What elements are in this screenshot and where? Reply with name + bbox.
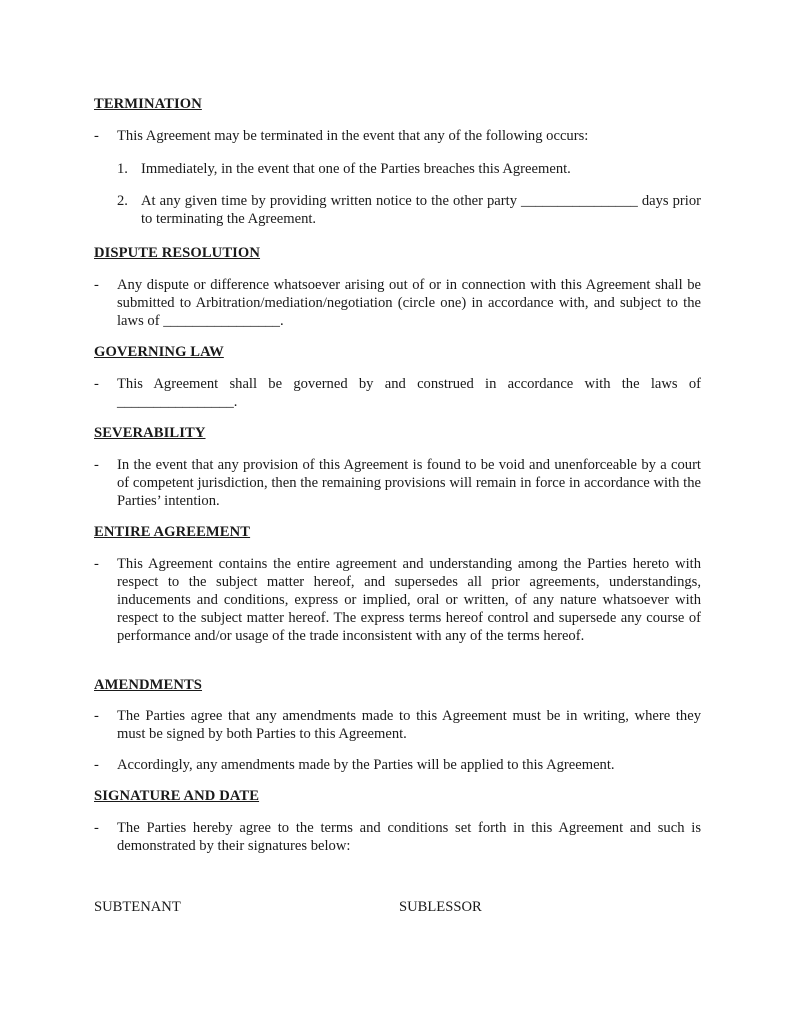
heading-entire-agreement: ENTIRE AGREEMENT [94,524,251,540]
amendments-bullet-text: Accordingly, any amendments made by the Parties will be applied to this Agreement. [117,757,615,773]
dispute-bullet-text: Any dispute or difference whatsoever arising out of or in connection with this Agreement shall be submitted to Arbitration/mediation/negotiation (circle one) in accordance with, and subject to the laws of ________________. [117,277,701,329]
bullet-dash: - [94,457,99,473]
amendments-bullet-2 [94,756,701,774]
heading-termination: TERMINATION [94,96,202,112]
bullet-dash: - [94,708,99,724]
termination-item-2 [117,192,701,228]
termination-bullet-text: This Agreement may be terminated in the event that any of the following occurs: [117,128,589,144]
entire-bullet [94,555,701,645]
bullet-dash: - [94,128,99,144]
heading-signature-and-date: SIGNATURE AND DATE [94,788,260,804]
heading-dispute-resolution: DISPUTE RESOLUTION [94,245,261,261]
severability-bullet-text: In the event that any provision of this Agreement is found to be void and unenforceable by a court of competent jurisdiction, then the remaining provisions will remain in force in accordance with the Parties’ intention. [117,457,701,509]
signatory-sublessor: SUBLESSOR [399,899,482,915]
bullet-dash: - [94,757,99,773]
item-text: At any given time by providing written notice to the other party ________________ days prior to terminating the Agreement. [141,193,701,227]
amendments-bullet-text: The Parties agree that any amendments made to this Agreement must be in writing, where they must be signed by both Parties to this Agreement. [117,708,701,742]
heading-amendments: AMENDMENTS [94,677,203,693]
signature-bullet-text: The Parties hereby agree to the terms and conditions set forth in this Agreement and such is demonstrated by their signatures below: [117,820,701,854]
amendments-bullet-1 [94,707,701,743]
bullet-dash: - [94,820,99,836]
signature-bullet [94,819,701,855]
governing-bullet [94,375,701,411]
dispute-bullet [94,276,701,330]
termination-bullet [94,127,701,145]
item-number: 2. [117,193,128,209]
item-text: Immediately, in the event that one of the Parties breaches this Agreement. [141,161,571,177]
entire-bullet-text: This Agreement contains the entire agreement and understanding among the Parties hereto with respect to the subject matter hereof, and supersedes all prior agreements, understandings, inducements and conditions, express or implied, oral or written, of any nature whatsoever with respect to the subject matter hereof. The express terms hereof control and supersede any course of performance and/or usage of the trade inconsistent with any of the terms hereof. [117,556,701,644]
signatory-subtenant: SUBTENANT [94,899,181,915]
severability-bullet [94,456,701,510]
heading-severability: SEVERABILITY [94,425,206,441]
bullet-dash: - [94,376,99,392]
governing-bullet-text: This Agreement shall be governed by and construed in accordance with the laws of ________________. [117,376,701,410]
bullet-dash: - [94,556,99,572]
item-number: 1. [117,161,128,177]
termination-item-1 [117,160,701,178]
heading-governing-law: GOVERNING LAW [94,344,224,360]
bullet-dash: - [94,277,99,293]
